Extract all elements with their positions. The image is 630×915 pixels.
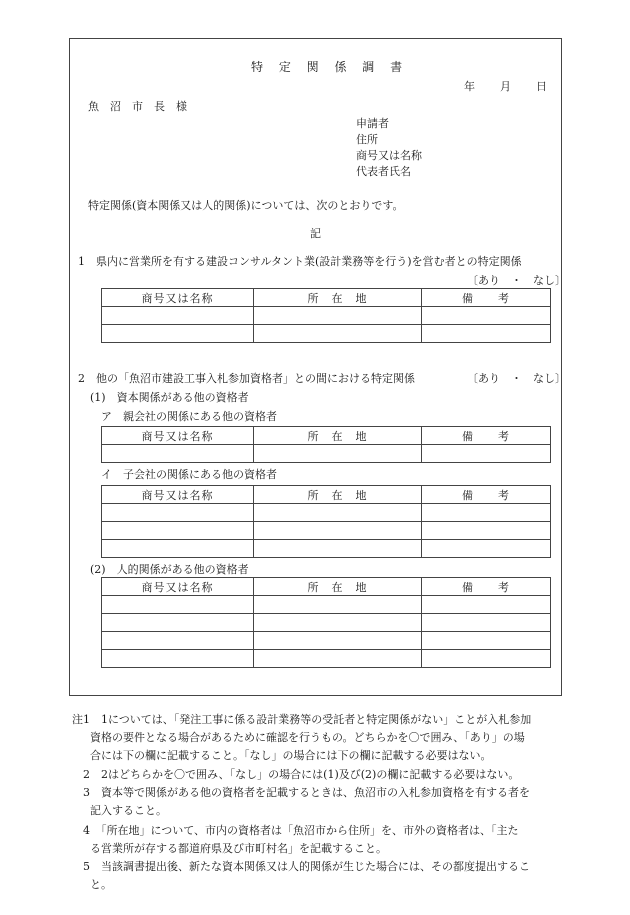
table-row <box>102 504 551 522</box>
table-row <box>102 614 551 632</box>
table-header-row <box>102 289 551 307</box>
col-header-name: 商号又は名称 <box>102 486 254 504</box>
table-cell[interactable] <box>254 522 422 540</box>
note-3-line-2: 記入すること。 <box>90 804 167 817</box>
table-cell[interactable] <box>254 614 422 632</box>
table-cell[interactable] <box>102 614 254 632</box>
parent-company-table <box>101 426 551 463</box>
table-cell[interactable] <box>422 504 551 522</box>
note-2: 2 2はどちらかを〇で囲み、「なし」の場合には(1)及び(2)の欄に記載する必要はない。 <box>83 768 520 781</box>
col-header-location: 所 在 地 <box>254 578 422 596</box>
table-cell[interactable] <box>102 445 254 463</box>
section2-choice: 〔あり ・ なし〕 <box>467 372 566 385</box>
table-cell[interactable] <box>422 650 551 668</box>
table-cell[interactable] <box>254 504 422 522</box>
col-header-location: 所 在 地 <box>254 486 422 504</box>
table-header-row <box>102 427 551 445</box>
col-header-name: 商号又は名称 <box>102 289 254 307</box>
col-header-location: 所 在 地 <box>254 289 422 307</box>
company-name-label: 商号又は名称 <box>356 149 422 162</box>
note-1-line-1: 注1 1については、「発注工事に係る設計業務等の受託者と特定関係がない」ことが入札参加 <box>72 713 532 726</box>
table-cell[interactable] <box>254 445 422 463</box>
applicant-label: 申請者 <box>356 117 389 130</box>
table-row <box>102 307 551 325</box>
intro-text: 特定関係(資本関係又は人的関係)については、次のとおりです。 <box>88 199 404 212</box>
section2-text: 2 他の「魚沼市建設工事入札参加資格者」との間における特定関係 <box>78 372 415 385</box>
col-header-remarks: 備 考 <box>422 486 551 504</box>
table-row <box>102 522 551 540</box>
section2-sub1i: イ 子会社の関係にある他の資格者 <box>101 468 277 481</box>
table-header-row <box>102 486 551 504</box>
table-cell[interactable] <box>254 596 422 614</box>
date-year-label: 年 <box>464 80 475 93</box>
col-header-name: 商号又は名称 <box>102 427 254 445</box>
date-day-label: 日 <box>536 80 547 93</box>
section1-text: 1 県内に営業所を有する建設コンサルタント業(設計業務等を行う)を営む者との特定関係 <box>78 255 522 268</box>
table-cell[interactable] <box>254 632 422 650</box>
table-cell[interactable] <box>422 522 551 540</box>
table-row <box>102 325 551 343</box>
table-cell[interactable] <box>422 445 551 463</box>
address-label: 住所 <box>356 133 378 146</box>
col-header-remarks: 備 考 <box>422 289 551 307</box>
section1-choice: 〔あり ・ なし〕 <box>467 274 566 287</box>
col-header-name: 商号又は名称 <box>102 578 254 596</box>
table-cell[interactable] <box>102 632 254 650</box>
table-cell[interactable] <box>102 504 254 522</box>
table-cell[interactable] <box>102 650 254 668</box>
subsidiary-table <box>101 485 551 558</box>
table-cell[interactable] <box>254 650 422 668</box>
table-cell[interactable] <box>422 540 551 558</box>
section2-sub1: (1) 資本関係がある他の資格者 <box>90 391 249 404</box>
table-cell[interactable] <box>422 596 551 614</box>
table-cell[interactable] <box>254 325 422 343</box>
table-cell[interactable] <box>254 540 422 558</box>
table-cell[interactable] <box>102 522 254 540</box>
col-header-remarks: 備 考 <box>422 427 551 445</box>
table-cell[interactable] <box>102 307 254 325</box>
note-4-line-1: 4 「所在地」について、市内の資格者は「魚沼市から住所」を、市外の資格者は、「主た <box>83 824 519 837</box>
table-cell[interactable] <box>254 307 422 325</box>
note-1-line-2: 資格の要件となる場合があるために確認を行うもの。どちらかを〇で囲み、「あり」の場 <box>90 731 525 744</box>
form-title: 特 定 関 係 調 書 <box>251 60 409 74</box>
note-1-line-3: 合には下の欄に記載すること。「なし」の場合には下の欄に記載する必要はない。 <box>90 749 492 762</box>
col-header-remarks: 備 考 <box>422 578 551 596</box>
addressee: 魚 沼 市 長 様 <box>88 100 187 113</box>
table-cell[interactable] <box>422 614 551 632</box>
personal-relation-table <box>101 577 551 668</box>
table-row <box>102 540 551 558</box>
table-cell[interactable] <box>422 325 551 343</box>
ki-label: 記 <box>310 227 321 240</box>
table-cell[interactable] <box>102 325 254 343</box>
representative-label: 代表者氏名 <box>356 165 411 178</box>
table-row <box>102 650 551 668</box>
table-cell[interactable] <box>422 307 551 325</box>
table-row <box>102 632 551 650</box>
table-row <box>102 596 551 614</box>
table-cell[interactable] <box>102 596 254 614</box>
section1-table <box>101 288 551 343</box>
table-cell[interactable] <box>422 632 551 650</box>
section2-sub1a: ア 親会社の関係にある他の資格者 <box>101 410 277 423</box>
col-header-location: 所 在 地 <box>254 427 422 445</box>
date-month-label: 月 <box>500 80 511 93</box>
section2-sub2: (2) 人的関係がある他の資格者 <box>90 563 249 576</box>
note-4-line-2: る営業所が存する都道府県及び市町村名」を記載すること。 <box>90 842 387 855</box>
table-cell[interactable] <box>102 540 254 558</box>
note-3-line-1: 3 資本等で関係がある他の資格者を記載するときは、魚沼市の入札参加資格を有する者を <box>83 786 530 799</box>
note-5-line-2: と。 <box>90 878 112 891</box>
table-row <box>102 445 551 463</box>
table-header-row <box>102 578 551 596</box>
note-5-line-1: 5 当該調書提出後、新たな資本関係又は人的関係が生じた場合には、その都度提出するこ <box>83 860 530 873</box>
